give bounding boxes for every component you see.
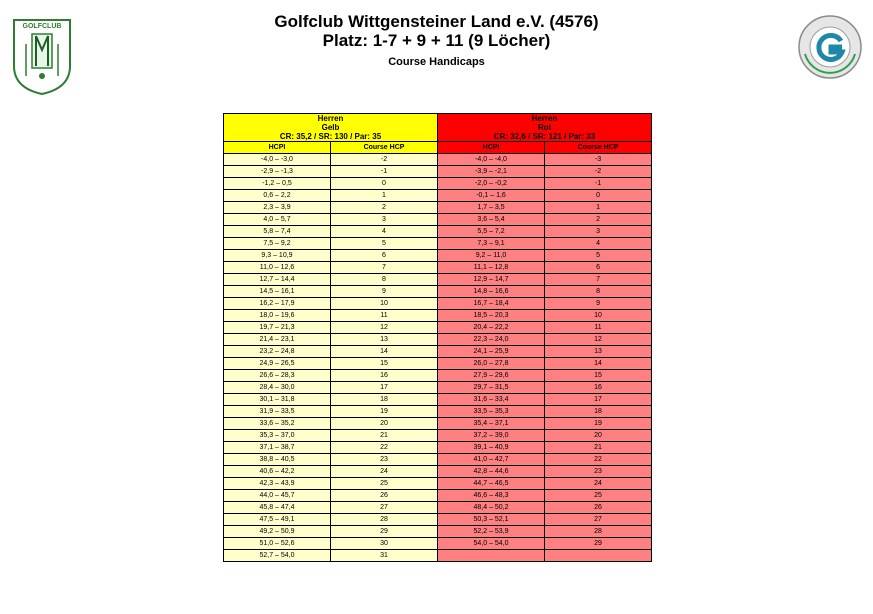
table-row — [224, 322, 652, 334]
red-hcpi-cell: 52,2 – 53,9 — [438, 526, 545, 538]
red-hcpi-cell: -0,1 – 1,6 — [438, 190, 545, 202]
red-course-hcp-cell: 21 — [545, 442, 652, 454]
yellow-hcpi-cell: 44,0 – 45,7 — [224, 490, 331, 502]
yellow-course-hcp-cell: 24 — [331, 466, 438, 478]
red-hcpi-cell: 29,7 – 31,5 — [438, 382, 545, 394]
yellow-course-hcp-cell: 25 — [331, 478, 438, 490]
red-course-hcp-cell: 23 — [545, 466, 652, 478]
yellow-hcpi-cell: 14,5 – 16,1 — [224, 286, 331, 298]
yellow-hcpi-cell: 40,6 – 42,2 — [224, 466, 331, 478]
table-row — [224, 454, 652, 466]
yellow-hcpi-cell: 23,2 – 24,8 — [224, 346, 331, 358]
red-hcpi-cell: 31,6 – 33,4 — [438, 394, 545, 406]
red-course-hcp-cell: 19 — [545, 418, 652, 430]
yellow-hcpi-cell: 42,3 – 43,9 — [224, 478, 331, 490]
yellow-hcpi-cell: 52,7 – 54,0 — [224, 550, 331, 562]
red-hcpi-cell: 20,4 – 22,2 — [438, 322, 545, 334]
red-hcpi-cell: -3,9 – -2,1 — [438, 166, 545, 178]
yellow-course-hcp-cell: 22 — [331, 442, 438, 454]
table-row — [224, 298, 652, 310]
yellow-hcpi-cell: 9,3 – 10,9 — [224, 250, 331, 262]
table-row — [224, 202, 652, 214]
red-hcpi-cell: 11,1 – 12,8 — [438, 262, 545, 274]
red-course-hcp-cell: 15 — [545, 370, 652, 382]
handicap-rows — [224, 154, 652, 562]
course-handicap-table — [223, 113, 652, 562]
red-tee-name: Rot — [537, 123, 552, 132]
red-hcpi-cell: -2,0 – -0,2 — [438, 178, 545, 190]
table-row — [224, 238, 652, 250]
club-title: Golfclub Wittgensteiner Land e.V. (4576) — [274, 12, 599, 31]
yellow-hcpi-cell: 0,6 – 2,2 — [224, 190, 331, 202]
yellow-hcpi-cell: 18,0 – 19,6 — [224, 310, 331, 322]
red-course-hcp-cell: 3 — [545, 226, 652, 238]
table-row — [224, 346, 652, 358]
red-hcpi-cell: 42,8 – 44,6 — [438, 466, 545, 478]
yellow-hcpi-cell: 26,6 – 28,3 — [224, 370, 331, 382]
table-row — [224, 274, 652, 286]
yellow-course-hcp-cell: 21 — [331, 430, 438, 442]
yellow-hcpi-cell: 51,0 – 52,6 — [224, 538, 331, 550]
yellow-tee-header — [224, 114, 438, 142]
table-row — [224, 394, 652, 406]
table-row — [224, 502, 652, 514]
red-hcpi-cell: 39,1 – 40,9 — [438, 442, 545, 454]
yellow-course-hcp-cell: 2 — [331, 202, 438, 214]
yellow-hcpi-cell: 35,3 – 37,0 — [224, 430, 331, 442]
red-hcpi-cell: 9,2 – 11,0 — [438, 250, 545, 262]
yellow-hcpi-cell: 37,1 – 38,7 — [224, 442, 331, 454]
red-gender: Herren — [531, 114, 558, 123]
yellow-hcpi-cell: 7,5 – 9,2 — [224, 238, 331, 250]
yellow-hcpi-cell: -4,0 – -3,0 — [224, 154, 331, 166]
yellow-hcpi-cell: -1,2 – 0,5 — [224, 178, 331, 190]
yellow-course-hcp-cell: 15 — [331, 358, 438, 370]
yellow-hcpi-cell: 33,6 – 35,2 — [224, 418, 331, 430]
table-row — [224, 154, 652, 166]
red-hcpi-cell: 27,9 – 29,6 — [438, 370, 545, 382]
red-rating: CR: 32,6 / SR: 121 / Par: 33 — [493, 132, 596, 141]
table-row — [224, 418, 652, 430]
red-hcpi-cell: -4,0 – -4,0 — [438, 154, 545, 166]
red-hcpi-header: HCPI — [438, 142, 545, 154]
table-row — [224, 166, 652, 178]
red-hcpi-cell: 14,8 – 16,6 — [438, 286, 545, 298]
yellow-course-hcp-cell: 23 — [331, 454, 438, 466]
table-row — [224, 514, 652, 526]
red-course-hcp-cell: -2 — [545, 166, 652, 178]
red-hcpi-cell: 1,7 – 3,5 — [438, 202, 545, 214]
table-row — [224, 262, 652, 274]
red-hcpi-cell: 35,4 – 37,1 — [438, 418, 545, 430]
yellow-course-hcp-cell: 5 — [331, 238, 438, 250]
yellow-course-hcp-cell: 30 — [331, 538, 438, 550]
yellow-tee-name: Gelb — [321, 123, 340, 132]
yellow-hcpi-cell: 30,1 – 31,8 — [224, 394, 331, 406]
yellow-course-hcp-cell: 26 — [331, 490, 438, 502]
table-row — [224, 310, 652, 322]
yellow-course-hcp-header: Course HCP — [331, 142, 438, 154]
yellow-course-hcp-cell: 1 — [331, 190, 438, 202]
red-course-hcp-cell: 9 — [545, 298, 652, 310]
yellow-course-hcp-cell: 18 — [331, 394, 438, 406]
red-course-hcp-cell: 4 — [545, 238, 652, 250]
yellow-course-hcp-cell: 11 — [331, 310, 438, 322]
red-hcpi-cell: 16,7 – 18,4 — [438, 298, 545, 310]
yellow-hcpi-cell: 49,2 – 50,9 — [224, 526, 331, 538]
red-course-hcp-cell: 26 — [545, 502, 652, 514]
course-handicaps-caption: Course Handicaps — [388, 56, 485, 68]
table-row — [224, 526, 652, 538]
red-course-hcp-cell: 0 — [545, 190, 652, 202]
yellow-course-hcp-cell: -2 — [331, 154, 438, 166]
red-course-hcp-cell: 1 — [545, 202, 652, 214]
red-hcpi-cell: 37,2 – 39,0 — [438, 430, 545, 442]
yellow-hcpi-cell: 38,8 – 40,5 — [224, 454, 331, 466]
yellow-hcpi-cell: 16,2 – 17,9 — [224, 298, 331, 310]
red-tee-header — [438, 114, 652, 142]
red-course-hcp-cell: 6 — [545, 262, 652, 274]
yellow-course-hcp-cell: 20 — [331, 418, 438, 430]
red-hcpi-cell: 41,0 – 42,7 — [438, 454, 545, 466]
red-hcpi-cell — [438, 550, 545, 562]
red-course-hcp-cell: 22 — [545, 454, 652, 466]
yellow-course-hcp-cell: 7 — [331, 262, 438, 274]
red-hcpi-cell: 50,3 – 52,1 — [438, 514, 545, 526]
red-hcpi-cell: 7,3 – 9,1 — [438, 238, 545, 250]
red-course-hcp-cell: -1 — [545, 178, 652, 190]
red-course-hcp-cell: 7 — [545, 274, 652, 286]
red-hcpi-cell: 33,5 – 35,3 — [438, 406, 545, 418]
yellow-hcpi-cell: 28,4 – 30,0 — [224, 382, 331, 394]
red-hcpi-cell: 3,6 – 5,4 — [438, 214, 545, 226]
table-row — [224, 178, 652, 190]
red-course-hcp-cell: 28 — [545, 526, 652, 538]
yellow-course-hcp-cell: 3 — [331, 214, 438, 226]
table-row — [224, 466, 652, 478]
table-row — [224, 550, 652, 562]
document-header — [0, 12, 873, 68]
svg-text:GOLFCLUB: GOLFCLUB — [22, 23, 62, 30]
table-row — [224, 478, 652, 490]
yellow-hcpi-cell: 11,0 – 12,6 — [224, 262, 331, 274]
red-hcpi-cell: 18,5 – 20,3 — [438, 310, 545, 322]
table-row — [224, 442, 652, 454]
table-row — [224, 406, 652, 418]
table-row — [224, 430, 652, 442]
yellow-course-hcp-cell: -1 — [331, 166, 438, 178]
table-row — [224, 286, 652, 298]
table-row — [224, 358, 652, 370]
yellow-hcpi-cell: 5,8 – 7,4 — [224, 226, 331, 238]
yellow-course-hcp-cell: 12 — [331, 322, 438, 334]
red-course-hcp-cell: 17 — [545, 394, 652, 406]
yellow-course-hcp-cell: 19 — [331, 406, 438, 418]
yellow-course-hcp-cell: 27 — [331, 502, 438, 514]
red-hcpi-cell: 26,0 – 27,8 — [438, 358, 545, 370]
yellow-hcpi-cell: 47,5 – 49,1 — [224, 514, 331, 526]
red-course-hcp-cell: -3 — [545, 154, 652, 166]
red-hcpi-cell: 12,9 – 14,7 — [438, 274, 545, 286]
yellow-hcpi-cell: 24,9 – 26,5 — [224, 358, 331, 370]
table-row — [224, 250, 652, 262]
yellow-hcpi-cell: 21,4 – 23,1 — [224, 334, 331, 346]
yellow-hcpi-cell: -2,9 – -1,3 — [224, 166, 331, 178]
red-hcpi-cell: 54,0 – 54,0 — [438, 538, 545, 550]
red-course-hcp-cell: 18 — [545, 406, 652, 418]
red-course-hcp-cell: 20 — [545, 430, 652, 442]
yellow-hcpi-header: HCPI — [224, 142, 331, 154]
red-hcpi-cell: 5,5 – 7,2 — [438, 226, 545, 238]
yellow-course-hcp-cell: 9 — [331, 286, 438, 298]
yellow-hcpi-cell: 12,7 – 14,4 — [224, 274, 331, 286]
yellow-course-hcp-cell: 13 — [331, 334, 438, 346]
table-row — [224, 226, 652, 238]
table-row — [224, 382, 652, 394]
yellow-rating: CR: 35,2 / SR: 130 / Par: 35 — [279, 132, 382, 141]
red-course-hcp-cell: 2 — [545, 214, 652, 226]
yellow-course-hcp-cell: 31 — [331, 550, 438, 562]
yellow-hcpi-cell: 45,8 – 47,4 — [224, 502, 331, 514]
yellow-course-hcp-cell: 0 — [331, 178, 438, 190]
yellow-hcpi-cell: 4,0 – 5,7 — [224, 214, 331, 226]
red-course-hcp-cell: 11 — [545, 322, 652, 334]
yellow-course-hcp-cell: 28 — [331, 514, 438, 526]
red-course-hcp-cell: 16 — [545, 382, 652, 394]
table-row — [224, 334, 652, 346]
red-hcpi-cell: 48,4 – 50,2 — [438, 502, 545, 514]
red-hcpi-cell: 44,7 – 46,5 — [438, 478, 545, 490]
red-course-hcp-cell: 8 — [545, 286, 652, 298]
yellow-course-hcp-cell: 17 — [331, 382, 438, 394]
yellow-course-hcp-cell: 8 — [331, 274, 438, 286]
red-course-hcp-cell: 10 — [545, 310, 652, 322]
table-row — [224, 190, 652, 202]
red-course-hcp-cell: 24 — [545, 478, 652, 490]
yellow-course-hcp-cell: 4 — [331, 226, 438, 238]
yellow-course-hcp-cell: 10 — [331, 298, 438, 310]
yellow-course-hcp-cell: 14 — [331, 346, 438, 358]
red-course-hcp-cell: 25 — [545, 490, 652, 502]
red-course-hcp-cell: 12 — [545, 334, 652, 346]
red-hcpi-cell: 24,1 – 25,9 — [438, 346, 545, 358]
table-row — [224, 370, 652, 382]
yellow-hcpi-cell: 31,9 – 33,5 — [224, 406, 331, 418]
red-course-hcp-cell: 29 — [545, 538, 652, 550]
red-course-hcp-header: Course HCP — [545, 142, 652, 154]
table-row — [224, 490, 652, 502]
red-course-hcp-cell: 27 — [545, 514, 652, 526]
yellow-course-hcp-cell: 29 — [331, 526, 438, 538]
yellow-course-hcp-cell: 6 — [331, 250, 438, 262]
red-course-hcp-cell: 14 — [545, 358, 652, 370]
yellow-hcpi-cell: 2,3 – 3,9 — [224, 202, 331, 214]
yellow-course-hcp-cell: 16 — [331, 370, 438, 382]
table-row — [224, 214, 652, 226]
table-row — [224, 538, 652, 550]
yellow-hcpi-cell: 19,7 – 21,3 — [224, 322, 331, 334]
red-hcpi-cell: 22,3 – 24,0 — [438, 334, 545, 346]
red-course-hcp-cell: 5 — [545, 250, 652, 262]
yellow-gender: Herren — [317, 114, 344, 123]
red-course-hcp-cell — [545, 550, 652, 562]
red-hcpi-cell: 46,6 – 48,3 — [438, 490, 545, 502]
red-course-hcp-cell: 13 — [545, 346, 652, 358]
course-subtitle: Platz: 1-7 + 9 + 11 (9 Löcher) — [322, 31, 551, 50]
